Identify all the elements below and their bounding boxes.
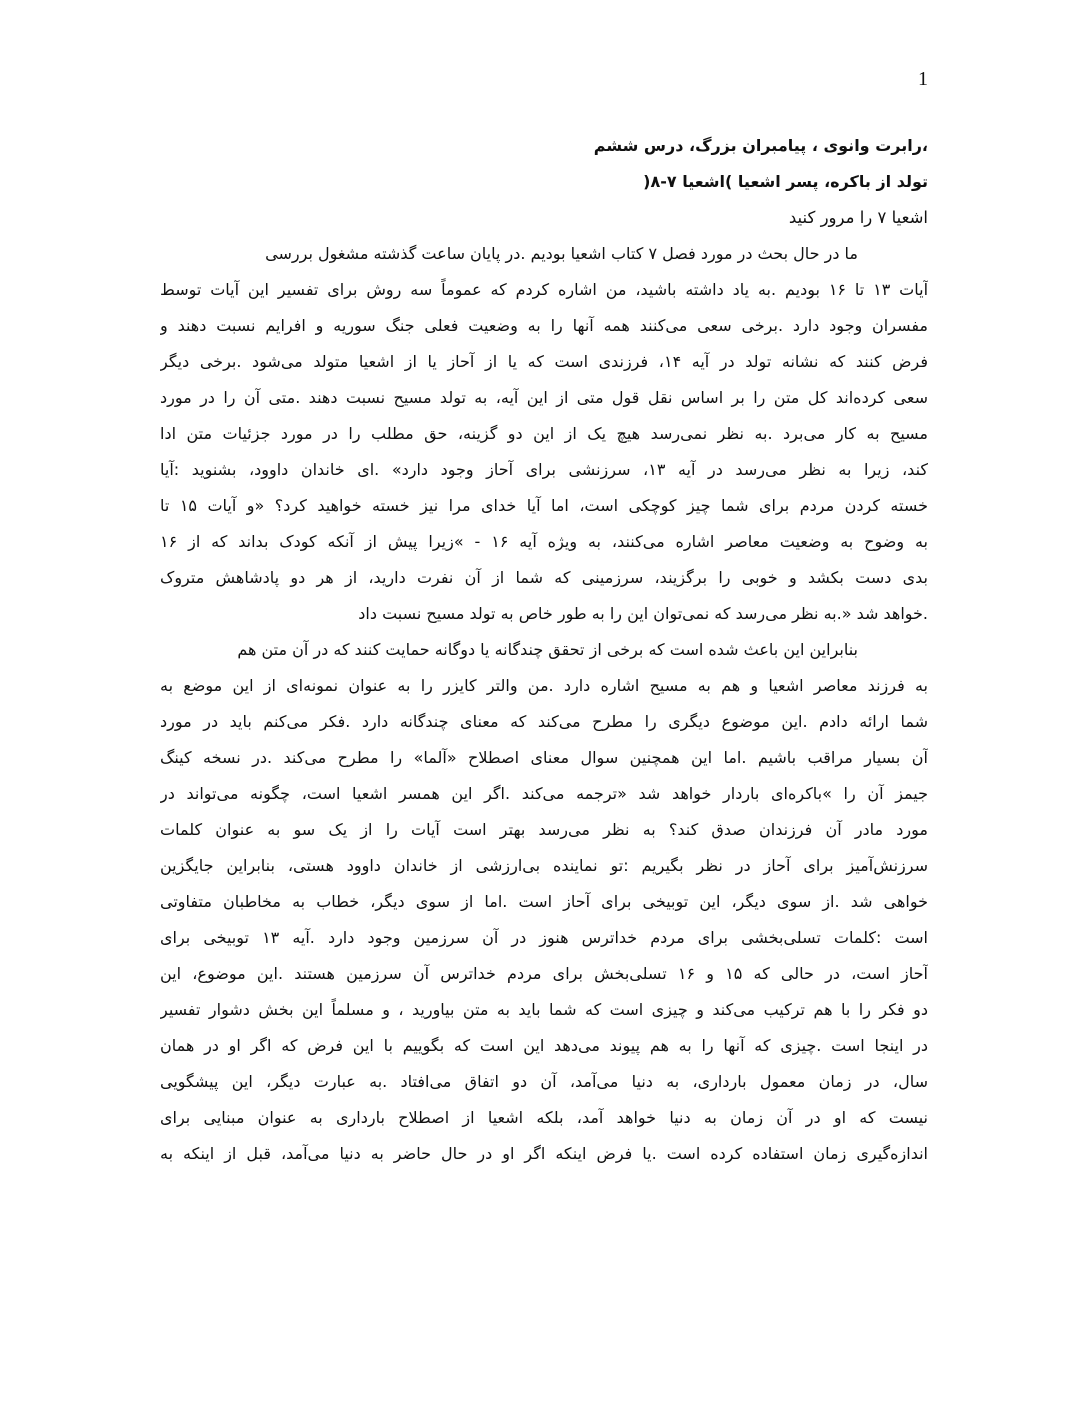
paragraph-line: سرزنش‌آمیز برای آحاز در نظر بگیریم :تو نماینده بی‌ارزشی از خاندان داوود هستی، بنابراین جایگزین [160, 856, 928, 875]
paragraph-line: آن بسیار مراقب باشیم .اما این همچنین سوال معنای اصطلاح «آلما» را مطرح می‌کند .در نسخه کینگ [160, 748, 928, 767]
paragraph-line: مورد مادر آن فرزندان صدق کند؟ به نظر می‌رسد بهتر است آیات را از یک سو به عنوان کلمات [160, 820, 928, 839]
page-number: 1 [918, 68, 928, 90]
paragraph-line: در اینجا است .چیزی که آنها را به هم پیوند می‌دهد این است که بگوییم با این فرض که اگر او در همان [160, 1036, 928, 1055]
paragraph-line: دو فکر را با هم ترکیب می‌کند و چیزی است که شما باید به متن بیاورید ، و مسلماً این بخش دشوار تفسیر [160, 1000, 928, 1019]
lesson-subtitle: تولد از باکره، پسر اشعیا )اشعیا ۷-۸( [643, 172, 928, 191]
paragraph-line: آحاز است، در حالی که ۱۵ و ۱۶ تسلی‌بخش برای مردم خداترس آن سرزمین هستند .این موضوع، این [160, 964, 928, 983]
lesson-title: ،رابرت وانوی ، پیامبران بزرگ، درس ششم [593, 136, 928, 155]
paragraph-line: بدی دست بکشد و خوبی را برگزیند، سرزمینی که شما از آن نفرت دارید، از هر دو پادشاهش متروک [160, 568, 928, 587]
paragraph-line: خواهی شد .از سوی دیگر، این توبیخی برای آحاز است .اما از سوی دیگر، خطاب به مخاطبان متفاوتی [160, 892, 928, 911]
paragraph-line: مسیح به کار می‌برد .به نظر نمی‌رسد هیچ یک از این دو گزینه، حق مطلب را در مورد جزئیات متن ادا [160, 424, 928, 443]
paragraph-line: خسته کردن مردم برای شما چیز کوچکی است، اما آیا خدای مرا نیز خسته خواهید کرد؟ «و آیات ۱۵ تا [160, 496, 928, 515]
reading-instruction: اشعیا ۷ را مرور کنید [788, 208, 928, 227]
paragraph-line: است :کلمات تسلی‌بخشی برای مردم خداترس هنوز در آن سرزمین وجود دارد .آیه ۱۳ توبیخی برای [160, 928, 928, 947]
paragraph-1 [160, 236, 928, 632]
paragraph-line: بنابراین این باعث شده است که برخی از تحقق چندگانه یا دوگانه حمایت کنند که در آن متن هم [237, 640, 858, 659]
paragraph-line: به فرزند معاصر اشعیا و هم به مسیح اشاره دارد .من والتر کایزر را به عنوان نمونه‌ای از این موضع به [160, 676, 928, 695]
paragraph-line: آیات ۱۳ تا ۱۶ بودیم .به یاد داشته باشید، من اشاره کردم که عموماً سه روش برای تفسیر این آیات توسط [160, 280, 928, 299]
paragraph-line: سال، در زمان معمول بارداری، به دنیا می‌آمد، آن دو اتفاق می‌افتاد .به عبارت دیگر، این پیشگویی [160, 1072, 928, 1091]
paragraph-line: اندازه‌گیری زمان استفاده کرده است .یا فرض اینکه اگر او در حال حاضر به دنیا می‌آمد، قبل از اینکه به [160, 1144, 928, 1163]
paragraph-line: مفسران وجود دارد .برخی سعی می‌کنند همه آنها را به وضعیت فعلی جنگ سوریه و افرایم نسبت دهند و [160, 316, 928, 335]
document-body [160, 128, 928, 1172]
paragraph-line: جیمز آن را »باکره‌ای باردار خواهد شد «ترجمه می‌کند .اگر این همسر اشعیا است، چگونه می‌تواند در [160, 784, 928, 803]
paragraph-line: .خواهد شد «.به نظر می‌رسد که نمی‌توان این را به طور خاص به تولد مسیح نسبت داد [358, 604, 928, 623]
paragraph-line: سعی کرده‌اند کل متن را بر اساس نقل قول متی از این آیه، به تولد مسیح نسبت دهند .متی آن را در مورد [160, 388, 928, 407]
paragraph-line: شما ارائه دادم .این موضوع دیگری را مطرح می‌کند که معنای چندگانه دارد .فکر می‌کنم باید در مورد [160, 712, 928, 731]
paragraph-line: نیست که او در آن زمان به دنیا خواهد آمد، بلکه اشعیا از اصطلاح بارداری به عنوان مبنایی برای [160, 1108, 928, 1127]
paragraph-line: ما در حال بحث در مورد فصل ۷ کتاب اشعیا بودیم .در پایان ساعت گذشته مشغول بررسی [265, 244, 858, 263]
paragraph-line: فرض کنند که نشانه تولد در آیه ۱۴، فرزندی است که یا از آحاز یا از اشعیا متولد می‌شود .برخی دیگر [160, 352, 928, 371]
paragraph-line: کند، زیرا به نظر می‌رسد در آیه ۱۳، سرزنشی برای آحاز وجود دارد» .ای خاندان داوود، بشنوید :آیا [160, 460, 928, 479]
paragraph-line: به وضوح به وضعیت معاصر اشاره می‌کنند، به ویژه آیه ۱۶ - »زیرا پیش از آنکه کودک بداند که از ۱۶ [160, 532, 928, 551]
paragraph-2 [160, 632, 928, 1172]
